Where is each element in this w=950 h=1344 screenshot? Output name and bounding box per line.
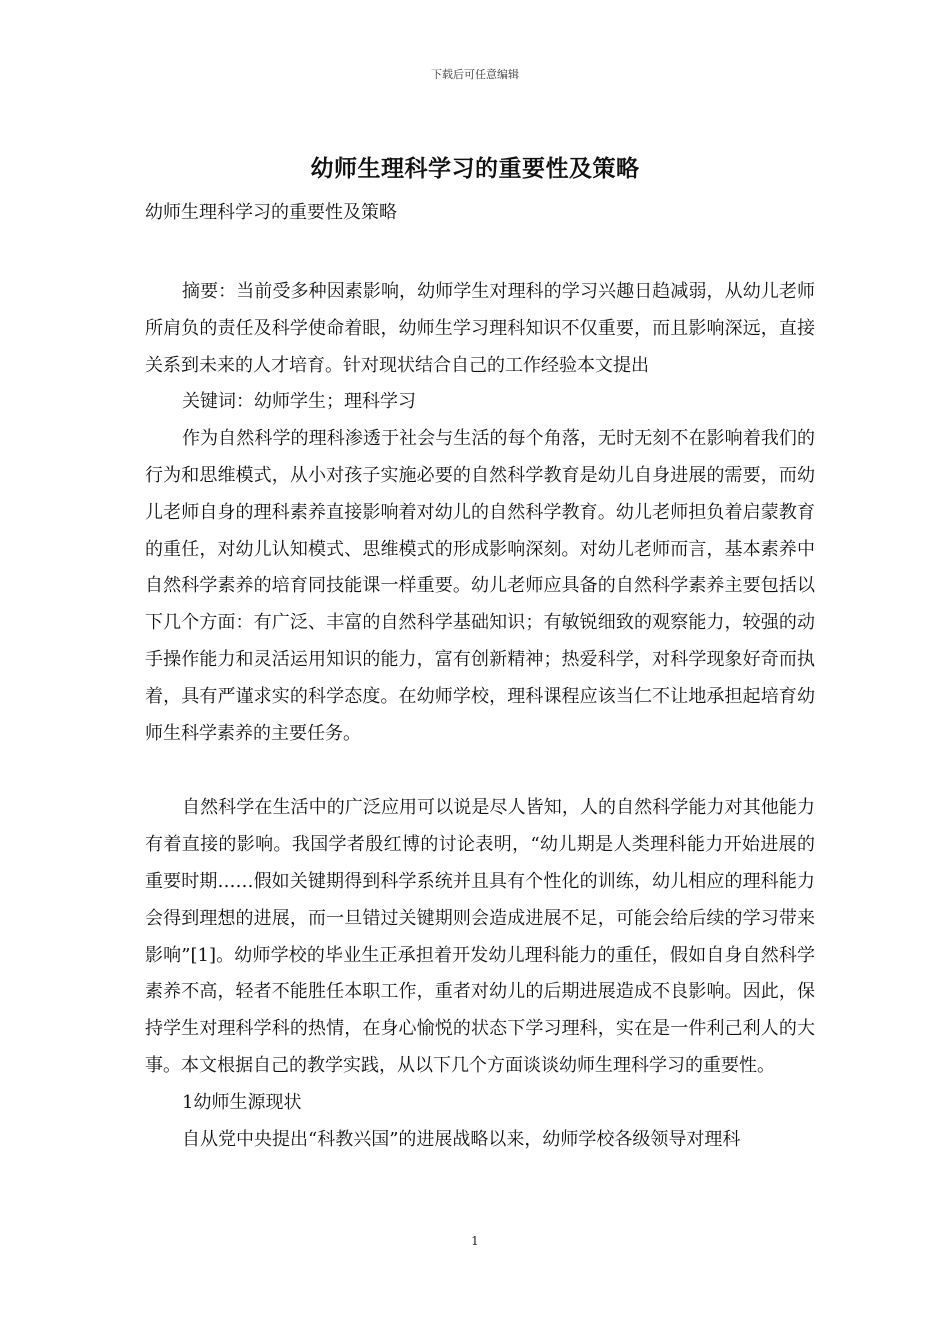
section-heading: 1幼师生源现状 [182, 1091, 302, 1113]
document-title: 幼师生理科学习的重要性及策略 [310, 155, 640, 182]
document-subtitle: 幼师生理科学习的重要性及策略 [145, 202, 397, 223]
body-paragraph: 自从党中央提出“科教兴国”的进展战略以来，幼师学校各级领导对理科 [182, 1128, 741, 1150]
body-paragraph: 作为自然科学的理科渗透于社会与生活的每个角落，无时无刻不在影响着我们的行为和思维模式，从小对孩子实施必要的自然科学教育是幼儿自身进展的需要，而幼儿老师自身的理科素养直接影响着对幼儿的自然科学教育。幼儿老师担负着启蒙教育的重任，对幼儿认知模式、思维模式的形成影响深刻。对幼儿老师而言，基本素养中自然科学素养的培育同技能课一样重要。幼儿老师应具备的自然科学素养主要包括以下几个方面：有广泛、丰富的自然科学基础知识；有敏锐细致的观察能力，较强的动手操作能力和灵活运用知识的能力，富有创新精神；热爱科学，对科学现象好奇而执着，具有严谨求实的科学态度。在幼师学校，理科课程应该当仁不让地承担起培育幼师生科学素养的主要任务。 [145, 428, 815, 744]
page-number: 1 [471, 1234, 479, 1248]
keywords-paragraph: 关键词：幼师学生；理科学习 [182, 391, 416, 413]
page-header-note: 下载后可任意编辑 [431, 68, 519, 81]
abstract-paragraph: 摘要：当前受多种因素影响，幼师学生对理科的学习兴趣日趋减弱，从幼儿老师所肩负的责任及科学使命着眼，幼师生学习理科知识不仅重要，而且影响深远，直接关系到未来的人才培育。针对现状结合自己的工作经验本文提出 [145, 281, 815, 376]
body-paragraph: 自然科学在生活中的广泛应用可以说是尽人皆知，人的自然科学能力对其他能力有着直接的影响。我国学者殷红博的讨论表明，“幼儿期是人类理科能力开始进展的重要时期……假如关键期得到科学系统并且具有个性化的训练，幼儿相应的理科能力会得到理想的进展，而一旦错过关键期则会造成进展不足，可能会给后续的学习带来影响”[1]。幼师学校的毕业生正承担着开发幼儿理科能力的重任，假如自身自然科学素养不高，轻者不能胜任本职工作，重者对幼儿的后期进展造成不良影响。因此，保持学生对理科学科的热情，在身心愉悦的状态下学习理科，实在是一件利己利人的大事。本文根据自己的教学实践，从以下几个方面谈谈幼师生理科学习的重要性。 [145, 797, 815, 1076]
document-body [145, 274, 815, 1158]
